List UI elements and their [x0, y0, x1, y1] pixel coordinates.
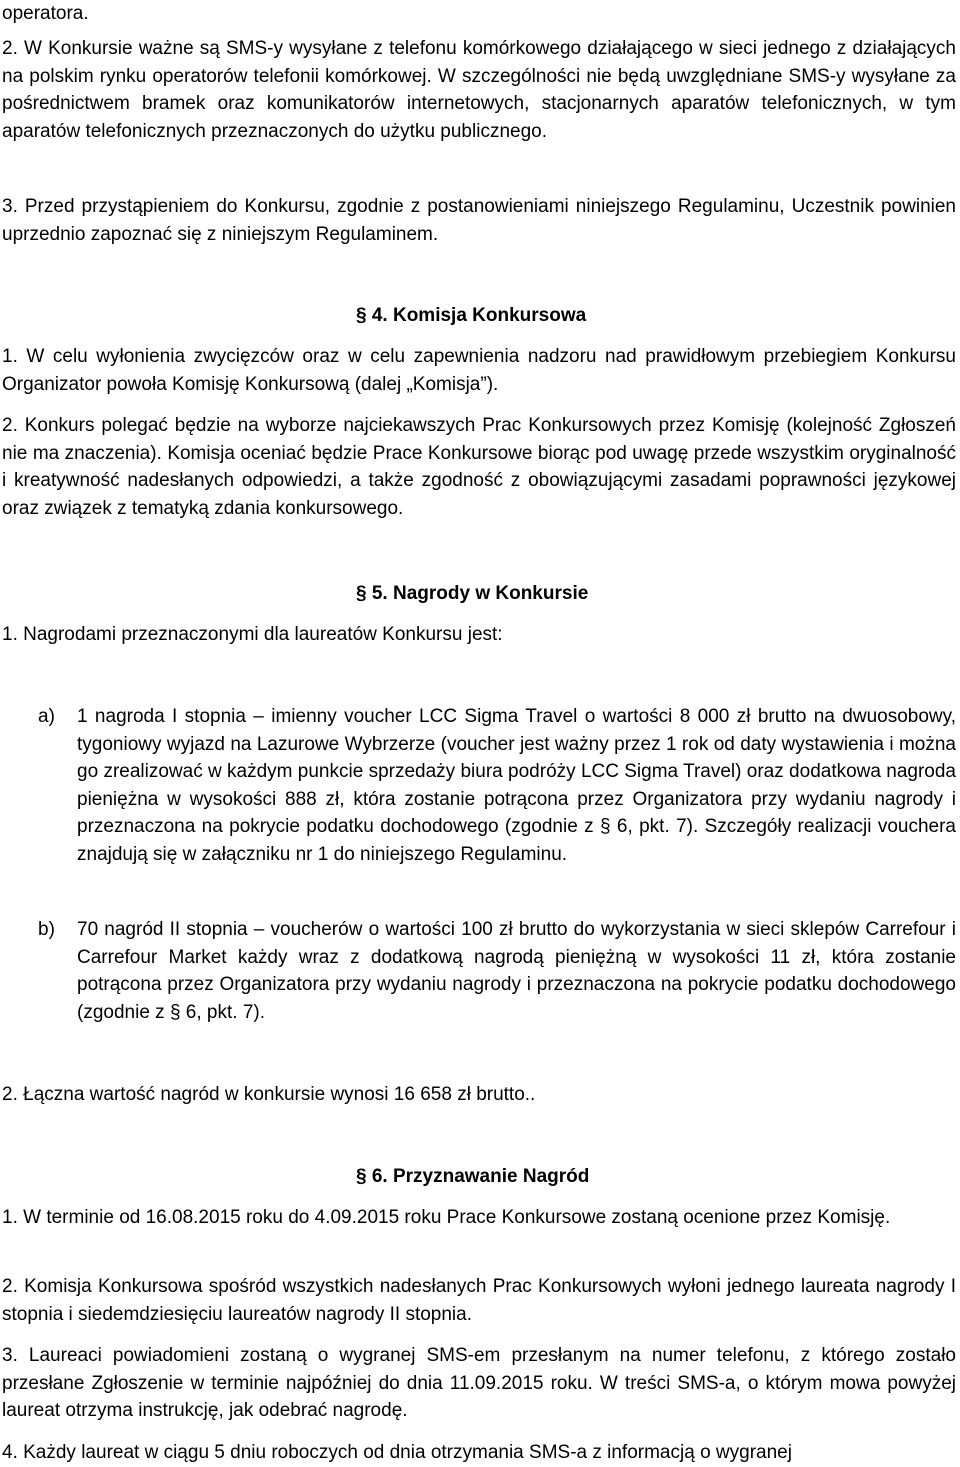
section4-heading: § 4. Komisja Konkursowa [356, 305, 587, 326]
section5-paragraph-1: 1. Nagrodami przeznaczonymi dla laureatów Konkursu jest: [2, 624, 503, 645]
section3-paragraph-2: 2. W Konkursie ważne są SMS-y wysyłane z telefonu komórkowego działającego w sieci jednego z działających na polskim rynku operatorów telefonii komórkowej. W szczególności nie będą uwzględniane SMS-y wysyłane za pośrednictwem bramek oraz komunikatorów internetowych, stacjonarnych aparatów telefonicznych, w tym aparatów telefonicznych przeznaczonych do użytku publicznego. [2, 38, 956, 142]
section4-paragraph-2: 2. Konkurs polegać będzie na wyborze najciekawszych Prac Konkursowych przez Komisję (kolejność Zgłoszeń nie ma znaczenia). Komisja oceniać będzie Prace Konkursowe biorąc pod uwagę przede wszystkim oryginalność i kreatywność nadesłanych odpowiedzi, a także zgodność z obowiązującymi zasadami poprawności językowej oraz związek z tematyką zdania konkursowego. [2, 415, 956, 519]
fragment-top: operatora. [2, 3, 89, 24]
section5-paragraph-2: 2. Łączna wartość nagród w konkursie wynosi 16 658 zł brutto.. [2, 1084, 536, 1105]
section6-paragraph-3: 3. Laureaci powiadomieni zostaną o wygranej SMS-em przesłanym na numer telefonu, z którego zostało przesłane Zgłoszenie w terminie najpóźniej do dnia 11.09.2015 roku. W treści SMS-a, o którym mowa powyżej laureat otrzyma instrukcję, jak odebrać nagrodę. [2, 1345, 956, 1421]
prize-list-item [2, 916, 956, 1026]
list-marker: b) [38, 919, 55, 940]
section5-heading: § 5. Nagrody w Konkursie [356, 583, 589, 604]
prize-list-item [2, 703, 956, 868]
prize-description: 70 nagród II stopnia – voucherów o wartości 100 zł brutto do wykorzystania w sieci sklepów Carrefour i Carrefour Market każdy wraz z dodatkową nagrodą pieniężną w wysokości 11 zł, która zostanie potrącona przez Organizatora przy wydaniu nagrody i przeznaczona na pokrycie podatku dochodowego (zgodnie z § 6, pkt. 7). [77, 919, 956, 1023]
section6-paragraph-2: 2. Komisja Konkursowa spośród wszystkich nadesłanych Prac Konkursowych wyłoni jednego laureata nagrody I stopnia i siedemdziesięciu laureatów nagrody II stopnia. [2, 1276, 956, 1325]
section6-heading: § 6. Przyznawanie Nagród [356, 1166, 590, 1187]
list-marker: a) [38, 706, 55, 727]
section6-paragraph-4: 4. Każdy laureat w ciągu 5 dniu roboczych od dnia otrzymania SMS-a z informacją o wygranej [2, 1442, 792, 1463]
section3-paragraph-3: 3. Przed przystąpieniem do Konkursu, zgodnie z postanowieniami niniejszego Regulaminu, Uczestnik powinien uprzednio zapoznać się z niniejszym Regulaminem. [2, 196, 956, 245]
section4-paragraph-1: 1. W celu wyłonienia zwycięzców oraz w celu zapewnienia nadzoru nad prawidłowym przebiegiem Konkursu Organizator powoła Komisję Konkursową (dalej „Komisja”). [2, 346, 956, 395]
section6-paragraph-1: 1. W terminie od 16.08.2015 roku do 4.09.2015 roku Prace Konkursowe zostaną ocenione przez Komisję. [2, 1207, 891, 1228]
prize-description: 1 nagroda I stopnia – imienny voucher LCC Sigma Travel o wartości 8 000 zł brutto na dwuosobowy, tygoniowy wyjazd na Lazurowe Wybrzerze (voucher jest ważny przez 1 rok od daty wystawienia i można go zrealizować w każdym punkcie sprzedaży biura podróży LCC Sigma Travel) oraz dodatkowa nagroda pieniężna w wysokości 888 zł, która zostanie potrącona przez Organizatora przy wydaniu nagrody i przeznaczona na pokrycie podatku dochodowego (zgodnie z § 6, pkt. 7). Szczegóły realizacji vouchera znajdują się w załączniku nr 1 do niniejszego Regulaminu. [77, 706, 956, 865]
